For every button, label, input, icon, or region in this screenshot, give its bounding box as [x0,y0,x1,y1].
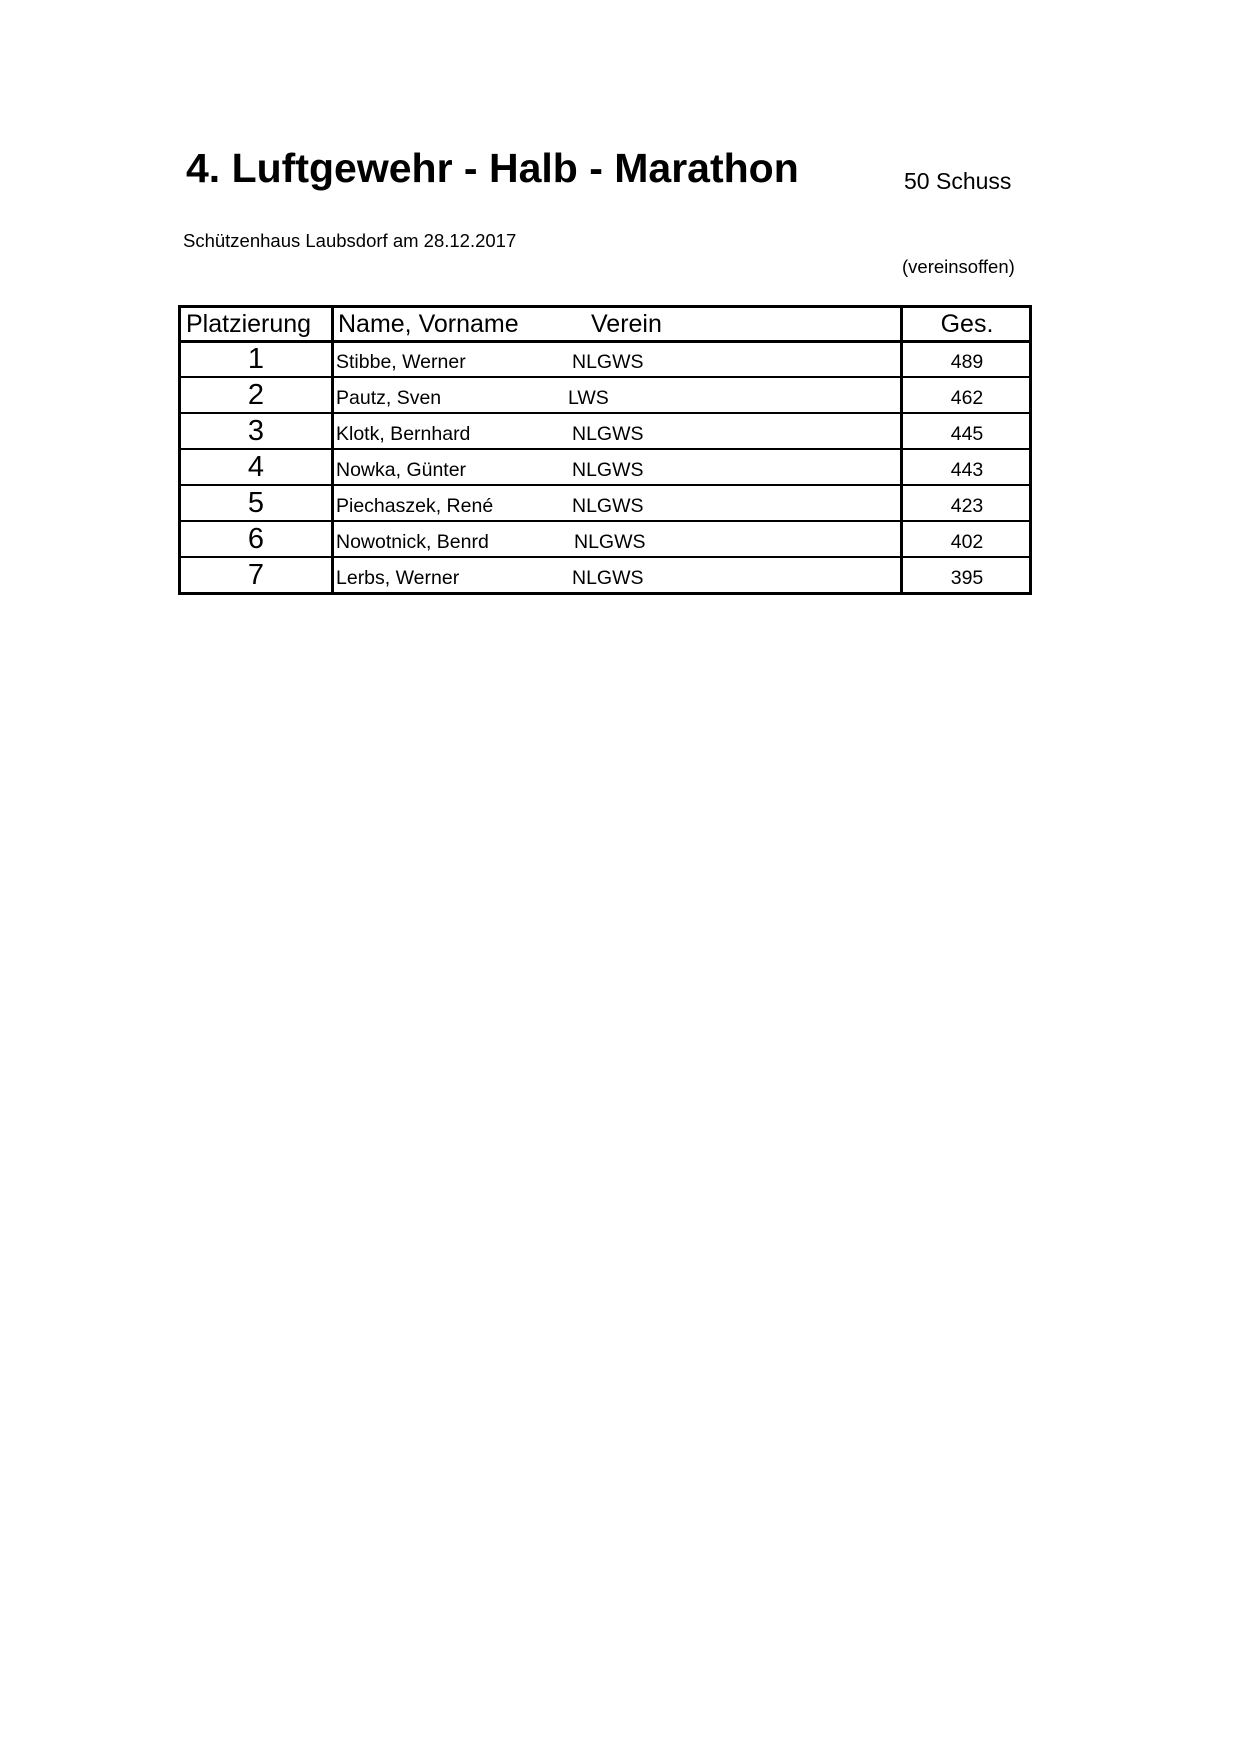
row-name: Stibbe, Werner [336,351,466,373]
venue-date: Schützenhaus Laubsdorf am 28.12.2017 [183,230,517,251]
row-name: Nowotnick, Benrd [336,531,489,553]
row-rank: 1 [247,343,265,375]
row-name: Piechaszek, René [336,495,494,517]
row-divider [181,520,1029,522]
row-rank: 3 [247,415,265,447]
row-divider [181,484,1029,486]
page-title: 4. Luftgewehr - Halb - Marathon [186,145,799,191]
row-name: Nowka, Günter [336,459,467,481]
row-rank: 2 [247,379,265,411]
row-club: LWS [568,387,609,409]
row-rank: 6 [247,523,265,555]
row-divider [181,448,1029,450]
row-rank: 4 [247,451,265,483]
header-club: Verein [591,310,662,338]
header-rank: Platzierung [186,310,312,338]
row-club: NLGWS [572,423,644,445]
row-club: NLGWS [572,567,644,589]
shot-count: 50 Schuss [904,168,1012,194]
row-total: 489 [950,351,984,373]
row-name: Klotk, Bernhard [336,423,471,445]
row-rank: 7 [247,559,265,591]
row-total: 443 [950,459,984,481]
row-club: NLGWS [572,495,644,517]
competition-note: (vereinsoffen) [902,256,1015,277]
row-rank: 5 [247,487,265,519]
row-club: NLGWS [574,531,646,553]
header-total: Ges. [940,310,994,338]
row-club: NLGWS [572,459,644,481]
header-divider [181,340,1029,343]
column-divider-rank [331,308,334,592]
row-divider [181,412,1029,414]
row-total: 395 [950,567,984,589]
row-total: 462 [950,387,984,409]
row-name: Pautz, Sven [336,387,442,409]
row-total: 402 [950,531,984,553]
row-divider [181,556,1029,558]
row-total: 423 [950,495,984,517]
row-club: NLGWS [572,351,644,373]
row-name: Lerbs, Werner [336,567,460,589]
header-name: Name, Vorname [338,310,519,338]
row-divider [181,376,1029,378]
row-total: 445 [950,423,984,445]
results-table [178,305,1032,595]
